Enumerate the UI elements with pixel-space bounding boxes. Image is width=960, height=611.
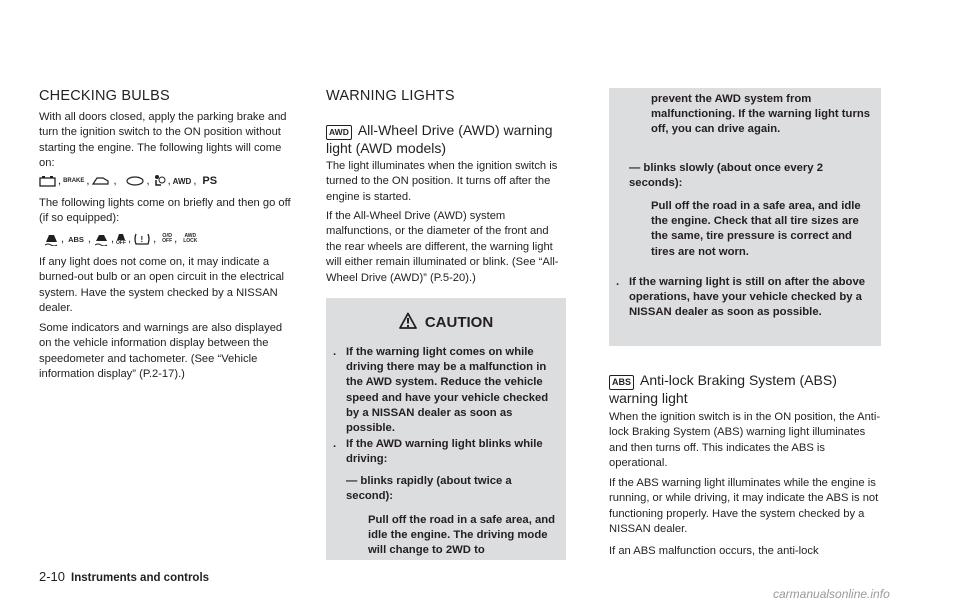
page-footer [39, 569, 209, 584]
vdc-indicator-icon [93, 232, 109, 246]
warning-lights-heading: WARNING LIGHTS [326, 88, 455, 104]
tire-pressure-icon [133, 232, 151, 246]
checking-bulbs-heading: CHECKING BULBS [39, 88, 170, 104]
caution-title: CAUTION [326, 312, 566, 331]
slip-indicator-icon [43, 232, 59, 246]
awd-paragraph-1: The light illuminates when the ignition switch is turned to the ON position. It turns off after the engine is started. [326, 160, 558, 203]
power-steering-icon: PS [202, 175, 218, 187]
awd-warning-subheading [326, 122, 571, 157]
od-off-icon: O/D OFF [162, 233, 173, 244]
oil-pressure-icon [125, 175, 145, 187]
abs-paragraph-3: If an ABS malfunction occurs, the anti-lock [609, 545, 819, 557]
caution-bullet-1: . [333, 346, 337, 358]
brake-warning-icon: BRAKE [63, 178, 85, 184]
awd-lock-icon: AWD LOCK [183, 233, 198, 244]
caution-item-3: If the warning light is still on after the above operations, have your vehicle checked by a NISSAN dealer as soon as possible. [629, 276, 866, 319]
caution-box [326, 298, 566, 560]
awd-warning-icon: AWD [326, 125, 352, 140]
abs-warning-icon: ABS [609, 375, 634, 390]
checking-bulbs-paragraph-3: If any light does not come on, it may indicate a burned-out bulb or an open circuit in the electrical system. Have the system checked by a NISSAN dealer. [39, 256, 285, 315]
caution-bullet-3: . [616, 276, 620, 288]
chapter-title: Instruments and controls [71, 572, 210, 584]
checking-bulbs-paragraph-1: With all doors closed, apply the parking brake and turn the ignition switch to the ON position without starting the engine. The following lights will come on: [39, 111, 287, 170]
abs-icon: ABS [68, 234, 84, 244]
awd-warning-subheading-text: All-Wheel Drive (AWD) warning light (AWD models) [326, 122, 553, 156]
caution-dash-1: — blinks rapidly (about twice a second): [346, 475, 512, 503]
caution-dash-2: — blinks slowly (about once every 2 seconds): [629, 162, 823, 190]
awd-paragraph-2: If the All-Wheel Drive (AWD) system malfunctions, or the diameter of the front and the rear wheels are different, the warning light will either remain illuminated or blink. (See “All-Wheel Drive (AWD)” (P.5-20).) [326, 210, 559, 284]
caution-bullet-2: . [333, 438, 337, 450]
watermark: carmanualsonline.info [773, 587, 890, 601]
svg-text:!: ! [140, 235, 144, 244]
icon-row-2: , ABS , , OFF , ! , O/D OFF , AWD LOCK [43, 232, 197, 246]
caution-continued-text: prevent the AWD system from malfunctioning. If the warning light turns off, you can drive again. [651, 93, 871, 136]
vdc-off-icon: OFF [116, 232, 126, 246]
checking-bulbs-paragraph-4: Some indicators and warnings are also displayed on the vehicle information display between the speedometer and tachometer. (See “Vehicle information display” (P.2-17).) [39, 322, 283, 381]
page-number: 2-10 [39, 569, 66, 584]
caution-item-2: If the AWD warning light blinks while driving: [346, 438, 543, 466]
awd-icon: AWD [172, 176, 192, 186]
caution-dash-2-body: Pull off the road in a safe area, and idle the engine. Check that all tire sizes are the same, tire pressure is correct and tires are not worn. [651, 200, 861, 258]
caution-dash-1-body: Pull off the road in a safe area, and idle the engine. The driving mode will change to 2WD to [368, 514, 556, 557]
caution-warning-icon [399, 312, 417, 329]
caution-box-continued [609, 88, 881, 346]
abs-warning-subheading [609, 372, 881, 407]
battery-icon [39, 175, 56, 187]
icon-row-1: , BRAKE , , , , AWD , PS [39, 174, 217, 188]
abs-warning-subheading-text: Anti-lock Braking System (ABS) warning light [609, 372, 837, 406]
seatbelt-warning-icon [91, 175, 111, 187]
abs-paragraph-1: When the ignition switch is in the ON position, the Anti-lock Braking System (ABS) warning light illuminates and then turns off. This indicates the ABS is operational. [609, 411, 881, 470]
caution-item-1: If the warning light comes on while driving there may be a malfunction in the AWD system. Reduce the vehicle speed and have your vehicle checked by a NISSAN dealer as soon as possible. [346, 346, 549, 435]
abs-paragraph-2: If the ABS warning light illuminates while the engine is running, or while driving, it may indicate the ABS is not functioning properly. Have the system checked by a NISSAN dealer. [609, 477, 879, 536]
airbag-icon [152, 174, 166, 188]
checking-bulbs-paragraph-2: The following lights come on briefly and then go off (if so equipped): [39, 197, 291, 225]
